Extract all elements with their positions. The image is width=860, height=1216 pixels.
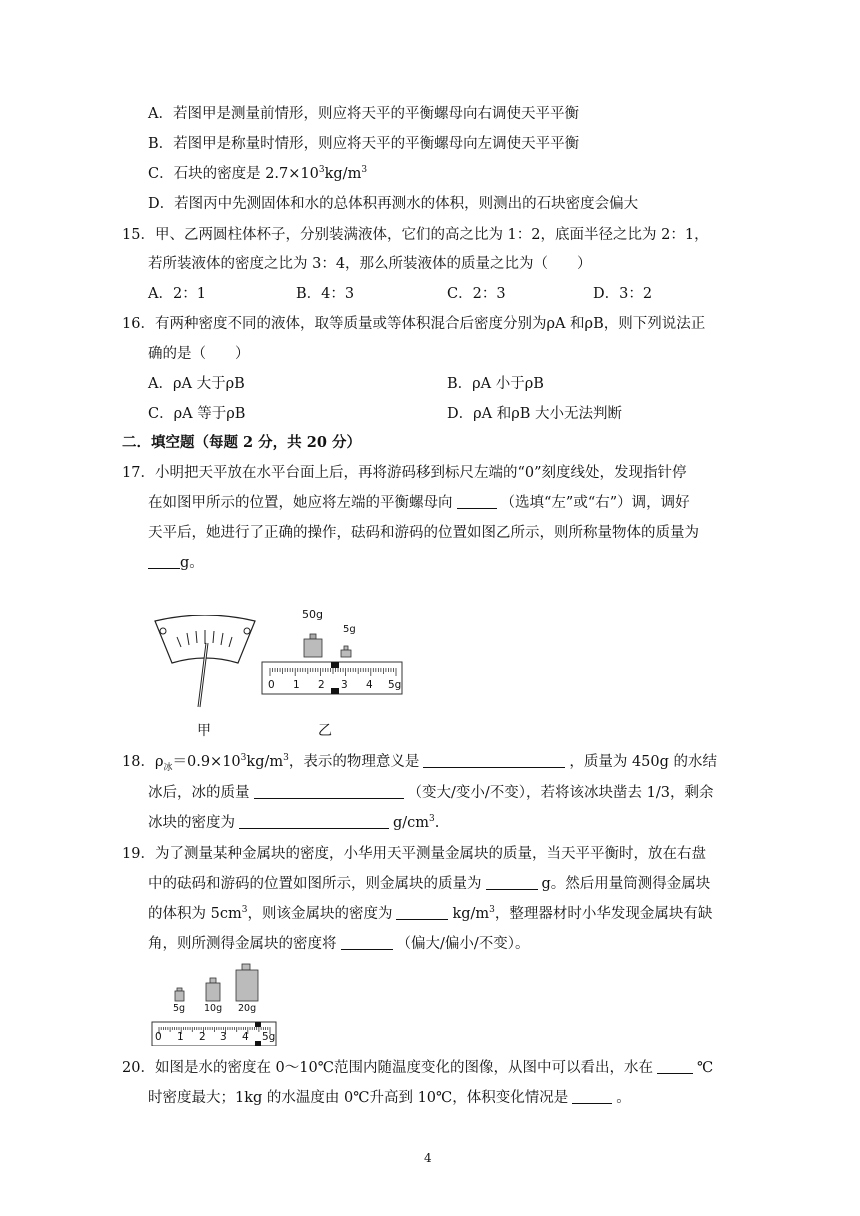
q16-option-b: B．ρA 小于ρB — [447, 376, 544, 392]
scale-label-0: 0 — [155, 1031, 162, 1043]
weights-and-rider-scale-figure — [258, 626, 408, 698]
q17-line2: 在如图甲所示的位置，她应将左端的平衡螺母向 （选填“左”或“右”）调，调好 — [148, 495, 690, 511]
weight-label-50g: 50g — [302, 608, 323, 621]
scale-label-2: 2 — [318, 679, 325, 691]
scale-label-4: 4 — [366, 679, 373, 691]
q18-line1: 18．$\rho_冰=0.9\times 10^3kg/m^3$，表示的物理意义是 ，质量为 450g 的水结 — [122, 753, 718, 773]
answer-blank — [148, 554, 180, 569]
q15-stem-line2: 若所装液体的密度之比为 3：4，那么所装液体的质量之比为（ ） — [148, 256, 592, 272]
weight-label-10g: 10g — [204, 1003, 223, 1014]
q14-option-b: B．若图甲是称量时情形，则应将天平的平衡螺母向左调使天平平衡 — [148, 136, 580, 152]
weight-label-5g: 5g — [173, 1003, 186, 1014]
page-number: 4 — [424, 1151, 432, 1165]
answer-blank — [572, 1089, 612, 1104]
q14-option-c: C．石块的密度是 $2.7\times 10^3kg/m^3$ — [148, 165, 368, 182]
figure-label-yi: 乙 — [318, 723, 332, 739]
q17-line1: 17．小明把天平放在水平台面上后，再将游码移到标尺左端的“0”刻度线处，发现指针停 — [122, 465, 687, 481]
answer-blank — [457, 494, 497, 509]
q14-option-a: A．若图甲是测量前情形，则应将天平的平衡螺母向右调使天平平衡 — [148, 106, 579, 122]
answer-blank — [657, 1059, 693, 1074]
q18-line3: 冰块的密度为 $g/cm^3$. — [148, 814, 440, 831]
scale-label-3: 3 — [341, 679, 348, 691]
q15-stem-line1: 15．甲、乙两圆柱体杯子，分别装满液体，它们的高之比为 1：2，底面半径之比为 2：1， — [122, 227, 709, 243]
q20-line1: 20．如图是水的密度在 0～10℃范围内随温度变化的图像，从图中可以看出，水在 ℃ — [122, 1060, 714, 1076]
q16-stem-line2: 确的是（ ） — [148, 346, 250, 362]
scale-label-5g: 5g — [388, 679, 402, 691]
answer-blank — [341, 935, 393, 950]
answer-blank — [254, 784, 404, 799]
q15-option-d: D．3：2 — [593, 286, 653, 302]
figure-label-jia: 甲 — [197, 723, 211, 739]
q17-line4: g。 — [148, 553, 204, 573]
scale-label-2: 2 — [199, 1031, 206, 1043]
answer-blank — [423, 753, 565, 768]
q19-line4: 角，则所测得金属块的密度将 （偏大/偏小/不变）。 — [148, 936, 530, 952]
scale-label-1: 1 — [293, 679, 300, 691]
q16-stem-line1: 16．有两种密度不同的液体，取等质量或等体积混合后密度分别为ρA 和ρB，则下列说法正 — [122, 316, 706, 332]
q18-line2: 冰后，冰的质量 （变大/变小/不变），若将该冰块凿去 1/3，剩余 — [148, 785, 714, 801]
q20-line2: 时密度最大；1kg 的水温度由 0℃升高到 10℃，体积变化情况是 。 — [148, 1090, 631, 1106]
scale-label-5g: 5g — [262, 1031, 276, 1043]
q16-option-a: A．ρA 大于ρB — [148, 376, 245, 392]
section-heading: 二．填空题（每题 2 分，共 20 分） — [122, 434, 361, 451]
q16-option-d: D．ρA 和ρB 大小无法判断 — [447, 406, 623, 422]
q15-option-a: A．2：1 — [148, 286, 206, 302]
answer-blank — [396, 905, 448, 920]
q19-line3: 的体积为 $5cm^3$，则该金属块的密度为 $kg/m^3$，整理器材时小华发现金属块有缺 — [148, 905, 713, 922]
balance-pointer-dial-figure — [150, 615, 260, 715]
q15-option-c: C．2：3 — [447, 286, 506, 302]
scale-label-1: 1 — [177, 1031, 184, 1043]
weight-label-20g: 20g — [238, 1003, 257, 1014]
scale-label-4: 4 — [242, 1031, 249, 1043]
q15-option-b: B．4：3 — [296, 286, 355, 302]
q14-option-d: D．若图丙中先测固体和水的总体积再测水的体积，则测出的石块密度会偏大 — [148, 196, 639, 212]
answer-blank — [486, 875, 538, 890]
q19-line2: 中的砝码和游码的位置如图所示，则金属块的质量为 g。然后用量筒测得金属块 — [148, 876, 711, 892]
answer-blank — [239, 814, 389, 829]
q17-line3: 天平后，她进行了正确的操作，砝码和游码的位置如图乙所示，则所称量物体的质量为 — [148, 525, 699, 541]
scale-label-3: 3 — [220, 1031, 227, 1043]
q16-option-c: C．ρA 等于ρB — [148, 406, 246, 422]
weight-label-5g: 5g — [343, 624, 356, 635]
q19-line1: 19．为了测量某种金属块的密度，小华用天平测量金属块的质量，当天平平衡时，放在右盘 — [122, 846, 706, 862]
scale-label-0: 0 — [268, 679, 275, 691]
